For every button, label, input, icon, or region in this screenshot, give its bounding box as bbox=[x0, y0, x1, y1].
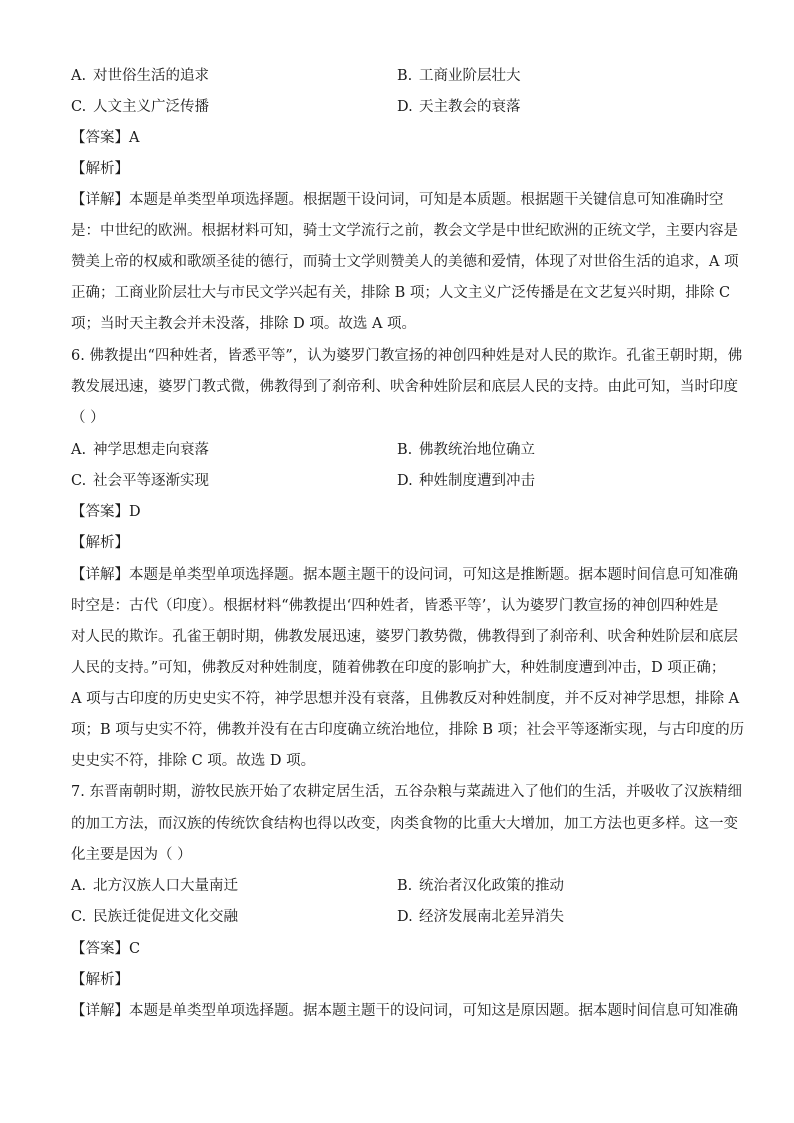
q6-option-b[interactable]: B. 佛教统治地位确立 bbox=[397, 442, 535, 458]
q7-option-c[interactable]: C. 民族迁徙促进文化交融 bbox=[71, 909, 238, 925]
q7-answer: 【答案】C bbox=[71, 941, 141, 957]
q6-stem-line: 教发展迅速，婆罗门教式微，佛教得到了刹帝利、吠舍种姓阶层和底层人民的支持。由此可知，当时印度 bbox=[71, 379, 738, 395]
q7-stem-line: 化主要是因为（ ） bbox=[71, 847, 192, 863]
q5-detail-line: 正确；工商业阶层壮大与市民文学兴起有关，排除 B 项；人文主义广泛传播是在文艺复兴时期，排除 C bbox=[71, 285, 731, 301]
q6-analysis-label: 【解析】 bbox=[71, 535, 129, 551]
q7-options-row-1 bbox=[71, 876, 731, 896]
q7-detail-line: 【详解】本题是单类型单项选择题。据本题主题干的设问词，可知这是原因题。据本题时间信息可知准确 bbox=[71, 1003, 738, 1019]
q6-option-d[interactable]: D. 种姓制度遭到冲击 bbox=[397, 473, 535, 489]
q5-option-c[interactable]: C. 人文主义广泛传播 bbox=[71, 99, 209, 115]
q6-detail-line: 对人民的欺诈。孔雀王朝时期，佛教发展迅速，婆罗门教势微，佛教得到了刹帝利、吠舍种姓阶层和底层 bbox=[71, 629, 738, 645]
q5-options-row-2 bbox=[71, 97, 731, 117]
q6-detail-line: 项；B 项与史实不符，佛教并没有在古印度确立统治地位，排除 B 项；社会平等逐渐实现，与古印度的历 bbox=[71, 722, 745, 738]
q6-detail-line: A 项与古印度的历史史实不符，神学思想并没有衰落，且佛教反对种姓制度，并不反对神学思想，排除 A bbox=[71, 691, 740, 707]
q6-options-row-1 bbox=[71, 440, 731, 460]
q6-stem-line: 6. 佛教提出“四种姓者，皆悉平等”，认为婆罗门教宣扬的神创四种姓是对人民的欺诈。孔雀王朝时期，佛 bbox=[71, 348, 743, 364]
q6-stem-line: （ ） bbox=[71, 410, 105, 426]
q6-answer: 【答案】D bbox=[71, 504, 141, 520]
q5-detail-line: 【详解】本题是单类型单项选择题。根据题干设问词，可知是本质题。根据题干关键信息可知准确时空 bbox=[71, 192, 724, 208]
q5-option-d[interactable]: D. 天主教会的衰落 bbox=[397, 99, 521, 115]
q5-analysis-label: 【解析】 bbox=[71, 161, 129, 177]
q6-option-c[interactable]: C. 社会平等逐渐实现 bbox=[71, 473, 209, 489]
q7-analysis-label: 【解析】 bbox=[71, 972, 129, 988]
q7-options-row-2 bbox=[71, 907, 731, 927]
q5-option-a[interactable]: A. 对世俗生活的追求 bbox=[71, 68, 209, 84]
q6-options-row-2 bbox=[71, 471, 731, 491]
q6-option-a[interactable]: A. 神学思想走向衰落 bbox=[71, 442, 209, 458]
q5-option-b[interactable]: B. 工商业阶层壮大 bbox=[397, 68, 521, 84]
q7-option-b[interactable]: B. 统治者汉化政策的推动 bbox=[397, 878, 564, 894]
q5-detail-line: 赞美上帝的权威和歌颂圣徒的德行，而骑士文学则赞美人的美德和爱情，体现了对世俗生活的追求，A 项 bbox=[71, 254, 739, 270]
q6-detail-line: 【详解】本题是单类型单项选择题。据本题主题干的设问词，可知这是推断题。据本题时间信息可知准确 bbox=[71, 567, 738, 583]
q6-detail-line: 人民的支持。”可知，佛教反对种姓制度，随着佛教在印度的影响扩大，种姓制度遭到冲击，D 项正确； bbox=[71, 660, 726, 676]
q5-answer: 【答案】A bbox=[71, 130, 140, 146]
q7-option-a[interactable]: A. 北方汉族人口大量南迁 bbox=[71, 878, 238, 894]
q7-option-d[interactable]: D. 经济发展南北差异消失 bbox=[397, 909, 564, 925]
q5-options-row-1 bbox=[71, 66, 731, 86]
q5-detail-line: 项；当时天主教会并未没落，排除 D 项。故选 A 项。 bbox=[71, 316, 417, 332]
q6-detail-line: 史史实不符，排除 C 项。故选 D 项。 bbox=[71, 753, 316, 769]
q7-stem-line: 的加工方法，而汉族的传统饮食结构也得以改变，肉类食物的比重大大增加，加工方法也更多样。这一变 bbox=[71, 816, 738, 832]
q6-detail-line: 时空是：古代（印度）。根据材料“佛教提出‘四种姓者，皆悉平等’，认为婆罗门教宣扬的神创四种姓是 bbox=[71, 598, 719, 614]
q7-stem-line: 7. 东晋南朝时期，游牧民族开始了农耕定居生活，五谷杂粮与菜蔬进入了他们的生活，并吸收了汉族精细 bbox=[71, 784, 742, 800]
q5-detail-line: 是：中世纪的欧洲。根据材料可知，骑士文学流行之前，教会文学是中世纪欧洲的正统文学，主要内容是 bbox=[71, 223, 738, 239]
